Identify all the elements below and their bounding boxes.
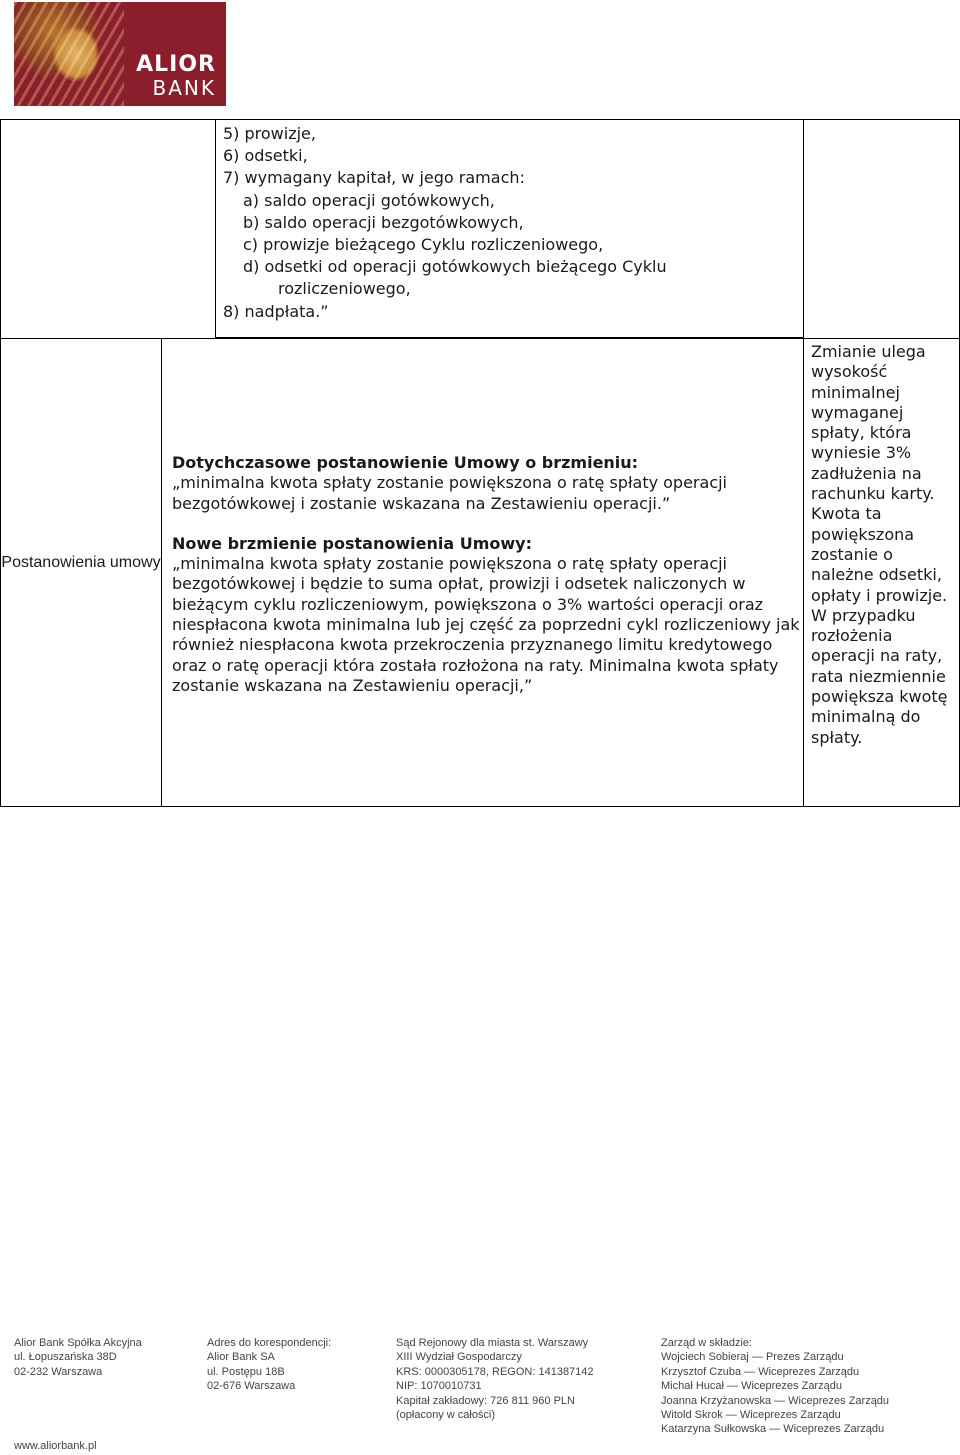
list-item: rozliczeniowego, <box>278 279 411 299</box>
list-item: 8) nadpłata.” <box>223 301 329 321</box>
footer-correspondence-address <box>207 1336 331 1394</box>
footer-line: XIII Wydział Gospodarczy <box>396 1351 522 1364</box>
list-item: c) prowizje bieżącego Cyklu rozliczeniowego, <box>243 235 604 255</box>
change-comment: Zmianie ulega wysokość minimalnej wymaganej spłaty, która wyniesie 3% zadłużenia na rachunku karty. Kwota ta powiększona zostanie o należne odsetki, opłaty i prowizje. W przypadku rozłożenia operacji na raty, rata niezmiennie powiększa kwotę minimalną do spłaty. <box>811 342 948 747</box>
footer-line: Katarzyna Sułkowska — Wiceprezes Zarządu <box>661 1423 885 1436</box>
footer-line: Zarząd w składzie: <box>661 1337 753 1349</box>
new-provision-heading: Nowe brzmienie postanowienia Umowy: <box>172 533 532 553</box>
footer-line: (opłacony w całości) <box>396 1409 496 1422</box>
footer-line: Michał Hucał — Wiceprezes Zarządu <box>661 1380 842 1393</box>
list-item: b) saldo operacji bezgotówkowych, <box>243 212 524 232</box>
footer-company-address <box>14 1336 142 1379</box>
footer-line: ul. Postępu 18B <box>207 1365 285 1378</box>
footer-line: KRS: 0000305178, REGON: 141387142 <box>396 1365 594 1378</box>
footer-management-board <box>661 1336 889 1437</box>
charges-list <box>223 123 667 323</box>
provision-text <box>172 453 800 696</box>
list-item: a) saldo operacji gotówkowych, <box>243 190 495 210</box>
logo-brand-line1: ALIOR <box>136 52 216 77</box>
footer-line: 02-232 Warszawa <box>14 1365 103 1378</box>
footer-line: 02-676 Warszawa <box>207 1380 296 1393</box>
table-cell-empty-right <box>803 119 960 338</box>
spacer <box>172 514 800 534</box>
old-provision-text: „minimalna kwota spłaty zostanie powiększona o ratę spłaty operacji bezgotówkowej i zostanie wskazana na Zestawieniu operacji.” <box>172 473 727 513</box>
footer-line: Adres do korespondencji: <box>207 1337 332 1349</box>
page-footer <box>0 1336 960 1451</box>
old-provision-heading: Dotychczasowe postanowienie Umowy o brzmieniu: <box>172 453 639 472</box>
logo-rays <box>14 2 124 106</box>
website-link[interactable]: www.aliorbank.pl <box>14 1440 97 1452</box>
list-item: 7) wymagany kapitał, w jego ramach: <box>223 168 525 188</box>
footer-line: Kapitał zakładowy: 726 811 960 PLN <box>396 1394 575 1407</box>
footer-line: Wojciech Sobieraj — Prezes Zarządu <box>661 1351 844 1364</box>
alior-bank-logo <box>14 2 226 106</box>
table-cell-empty-left <box>0 119 216 338</box>
footer-line: Joanna Krzyżanowska — Wiceprezes Zarządu <box>661 1394 890 1407</box>
footer-line: NIP: 1070010731 <box>396 1380 482 1393</box>
list-item: d) odsetki od operacji gotówkowych bieżącego Cyklu <box>243 257 667 277</box>
list-item: 6) odsetki, <box>223 146 308 166</box>
row-label: Postanowienia umowy <box>1 554 161 571</box>
logo-brand-line2: BANK <box>152 76 216 100</box>
footer-line: Alior Bank SA <box>207 1351 275 1364</box>
footer-line: ul. Łopuszańska 38D <box>14 1351 117 1364</box>
list-item: 5) prowizje, <box>223 124 316 143</box>
footer-line: Sąd Rejonowy dla miasta st. Warszawy <box>396 1337 589 1349</box>
new-provision-text: „minimalna kwota spłaty zostanie powiększona o ratę spłaty operacji bezgotówkowej i będzie to suma opłat, prowizji i odsetek naliczonych w bieżącym cyklu rozliczeniowym, powiększona o 3% wartości operacji oraz niespłacona kwota minimalna lub jej część za poprzedni cykl rozliczeniowy jak również niespłacona kwota przekroczenia przyznanego limitu kredytowego oraz o ratę operacji która została rozłożona na raty. Minimalna kwota spłaty zostanie wskazana na Zestawieniu operacji,” <box>172 554 800 695</box>
footer-registration <box>396 1336 594 1422</box>
footer-line: Witold Skrok — Wiceprezes Zarządu <box>661 1409 841 1422</box>
footer-line: Alior Bank Spółka Akcyjna <box>14 1337 142 1349</box>
footer-line: Krzysztof Czuba — Wiceprezes Zarządu <box>661 1365 860 1378</box>
